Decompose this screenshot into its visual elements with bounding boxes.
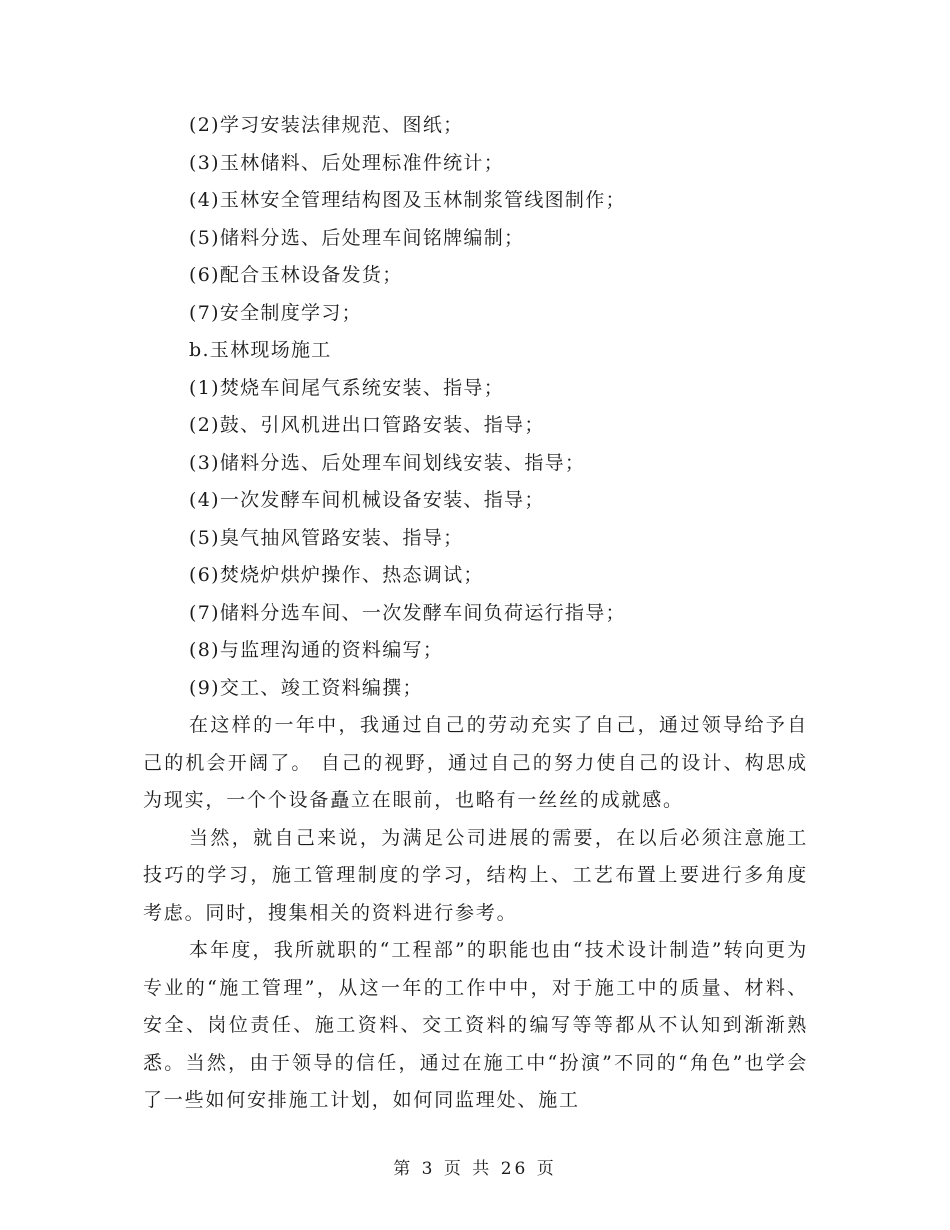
list-item: (8)与监理沟通的资料编写； [189,639,444,661]
list-item: (2)鼓、引风机进出口管路安装、指导； [189,414,545,436]
list-item: (7)安全制度学习； [189,301,362,324]
section-heading: b.玉林现场施工 [189,339,332,361]
list-item: (2)学习安装法律规范、图纸； [189,114,464,136]
body-paragraph: 当然，就自己来说，为满足公司进展的需要，在以后必须注意施工技巧的学习，施工管理制度的学习，结构上、工艺布置上要进行多角度考虑。同时，搜集相关的资料进行参考。 [143,826,808,924]
list-item: (7)储料分选车间、一次发酵车间负荷运行指导； [189,601,626,624]
list-item: (5)臭气抽风管路安装、指导； [189,526,464,549]
list-item: (6)配合玉林设备发货； [189,264,403,286]
body-paragraph: 在这样的一年中，我通过自己的劳动充实了自己，通过领导给予自己的机会开阔了。 自己的视野，通过自己的努力使自己的设计、构思成为现实，一个个设备矗立在眼前，也略有一丝丝的成就感。 [143,714,808,811]
page-number-footer: 第 3 页 共 26 页 [393,1159,557,1179]
body-paragraph: 本年度，我所就职的“工程部”的职能也由“技术设计制造”转向更为专业的“施工管理”，从这一年的工作中中，对于施工中的质量、材料、安全、岗位责任、施工资料、交工资料的编写等等都从不认知到渐渐熟悉。当然，由于领导的信任，通过在施工中“扮演”不同的“角色”也学会了一些如何安排施工计划，如何同监理处、施工 [143,939,808,1111]
list-item: (4)一次发酵车间机械设备安装、指导； [189,489,545,511]
list-item: (1)焚烧车间尾气系统安装、指导； [189,376,505,399]
list-item: (4)玉林安全管理结构图及玉林制浆管线图制作； [189,189,626,211]
list-item: (6)焚烧炉烘炉操作、热态调试； [189,564,484,586]
list-item: (9)交工、竣工资料编撰； [189,676,423,699]
list-item: (3)玉林储料、后处理标准件统计； [189,151,505,174]
list-item: (3)储料分选、后处理车间划线安装、指导； [189,451,586,474]
page-content [143,107,808,1120]
list-item: (5)储料分选、后处理车间铭牌编制； [189,226,525,249]
